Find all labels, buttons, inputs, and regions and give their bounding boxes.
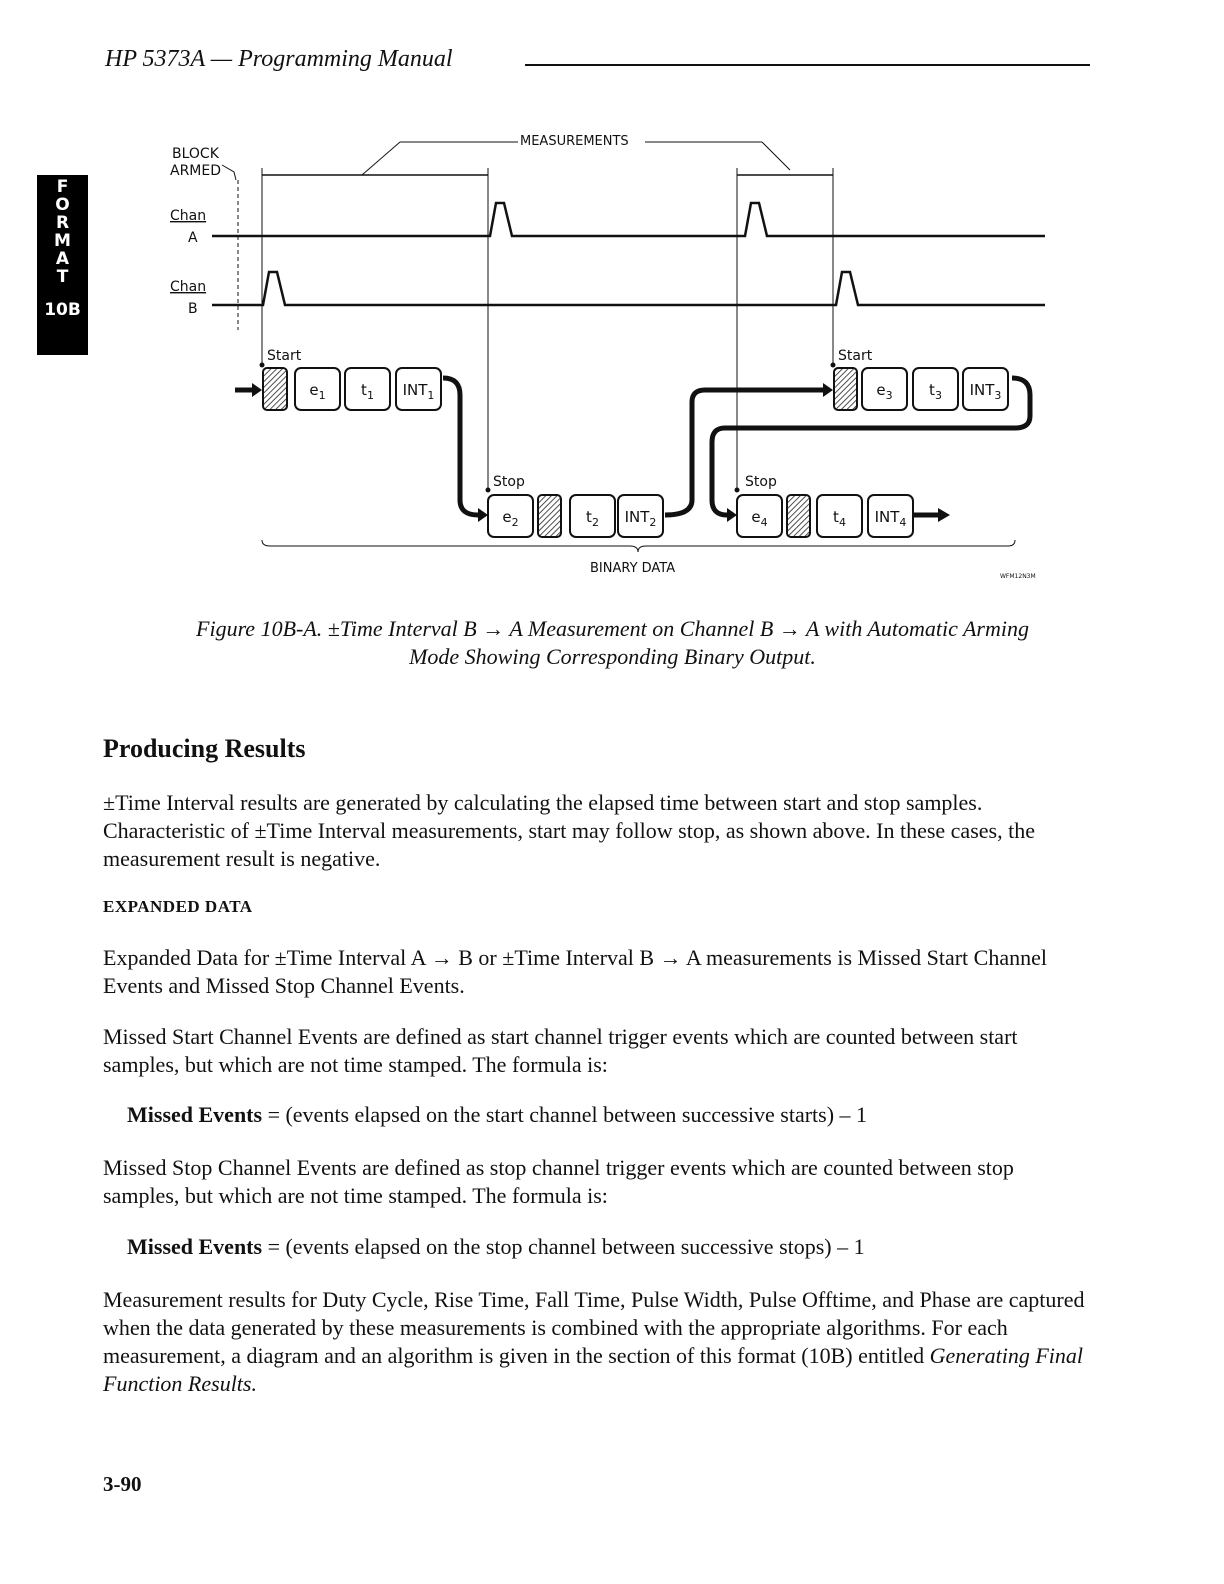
chan-a-label: Chan (170, 208, 207, 224)
data-block (570, 495, 615, 537)
block-armed-label: BLOCK (172, 146, 219, 162)
data-block (396, 368, 441, 410)
paragraph: Missed Stop Channel Events are defined as stop channel trigger events which are counted between stop samples, but which are not time stamped. The formula is: (103, 1155, 1014, 1208)
caption-line: Figure 10B-A. ±Time Interval B → A Measurement on Channel B → A with Automatic Arming (196, 616, 1029, 641)
paragraph (103, 1286, 1093, 1398)
formula-label: Missed Events (127, 1102, 263, 1127)
data-block-label: $e_1$ (309, 381, 326, 402)
data-block (868, 495, 913, 537)
data-block-label: $t_2$ (586, 508, 599, 529)
data-block (862, 368, 907, 410)
hatched-block (787, 495, 810, 537)
data-block-label: $e_3$ (876, 381, 893, 402)
block-armed-label: ARMED (170, 163, 222, 179)
data-block-label: $e_4$ (751, 508, 768, 529)
figure-code: WFM12N3M (1000, 573, 1036, 580)
formula (127, 1102, 867, 1128)
stop-label: Stop (493, 474, 525, 490)
chan-b-label: B (188, 301, 198, 317)
formula-label: Missed Events (127, 1234, 263, 1259)
chan-b-label: Chan (170, 279, 207, 295)
subheading: EXPANDED DATA (103, 897, 253, 916)
tab-letter: R (55, 213, 70, 233)
tab-letter: F (56, 177, 69, 197)
data-block (488, 495, 533, 537)
formula-text: = (events elapsed on the start channel between successive starts) – 1 (262, 1102, 868, 1127)
measurements-label: MEASUREMENTS (520, 134, 629, 149)
hatched-block (538, 495, 561, 537)
data-block (295, 368, 340, 410)
start-label: Start (267, 348, 302, 364)
paragraph-text: Measurement results for Duty Cycle, Rise Time, Fall Time, Pulse Width, Pulse Offtime, and Phase are captured when the data generated by these measurements is combined with the appropriate algorithms. For each measurement, a diagram and an algorithm is given in the section of this format (10B) entitled (103, 1287, 1085, 1368)
start-label: Start (838, 348, 873, 364)
data-block (817, 495, 862, 537)
formula-text: = (events elapsed on the stop channel between successive stops) – 1 (262, 1234, 865, 1259)
paragraph: ±Time Interval results are generated by calculating the elapsed time between start and stop samples. Characteristic of ±Time Interval measurements, start may follow stop, as shown above. In these cases, the measurement result is negative. (103, 790, 1035, 871)
timing-diagram (0, 0, 1224, 600)
tab-letter: M (54, 231, 71, 251)
hatched-block (834, 368, 857, 410)
binary-data-label: BINARY DATA (590, 561, 676, 576)
chan-a-label: A (188, 230, 198, 246)
tab-letter: T (56, 267, 69, 287)
data-block-label: $e_2$ (502, 508, 519, 529)
data-block-label: $t_3$ (929, 381, 942, 402)
data-block-label: $t_4$ (833, 508, 846, 529)
data-block (618, 495, 663, 537)
data-block-label: $t_1$ (361, 381, 374, 402)
tab-letter: A (55, 249, 70, 269)
data-block-label: $INT_4$ (874, 508, 907, 529)
paragraph-italic-ref: Generating Final Function Results. (103, 1343, 1083, 1396)
caption-line: Mode Showing Corresponding Binary Output. (409, 644, 816, 669)
data-block (345, 368, 390, 410)
tab-letter: O (55, 195, 70, 215)
data-block-label: $INT_1$ (402, 381, 435, 402)
stop-label: Stop (745, 474, 777, 490)
data-block (963, 368, 1008, 410)
hatched-block (263, 368, 287, 410)
page-number: 3-90 (103, 1472, 142, 1496)
running-header: HP 5373A — Programming Manual (105, 46, 453, 72)
paragraph: Expanded Data for ±Time Interval A → B or ±Time Interval B → A measurements is Missed Start Channel Events and Missed Stop Channel Events. (103, 945, 1047, 998)
data-block (913, 368, 958, 410)
formula (127, 1234, 865, 1260)
data-block (737, 495, 782, 537)
section-title: Producing Results (103, 734, 306, 763)
data-block-label: $INT_2$ (624, 508, 657, 529)
figure-caption (120, 615, 1105, 671)
data-block-label: $INT_3$ (969, 381, 1002, 402)
tab-number: 10B (44, 300, 81, 320)
paragraph: Missed Start Channel Events are defined as start channel trigger events which are counted between start samples, but which are not time stamped. The formula is: (103, 1024, 1018, 1077)
